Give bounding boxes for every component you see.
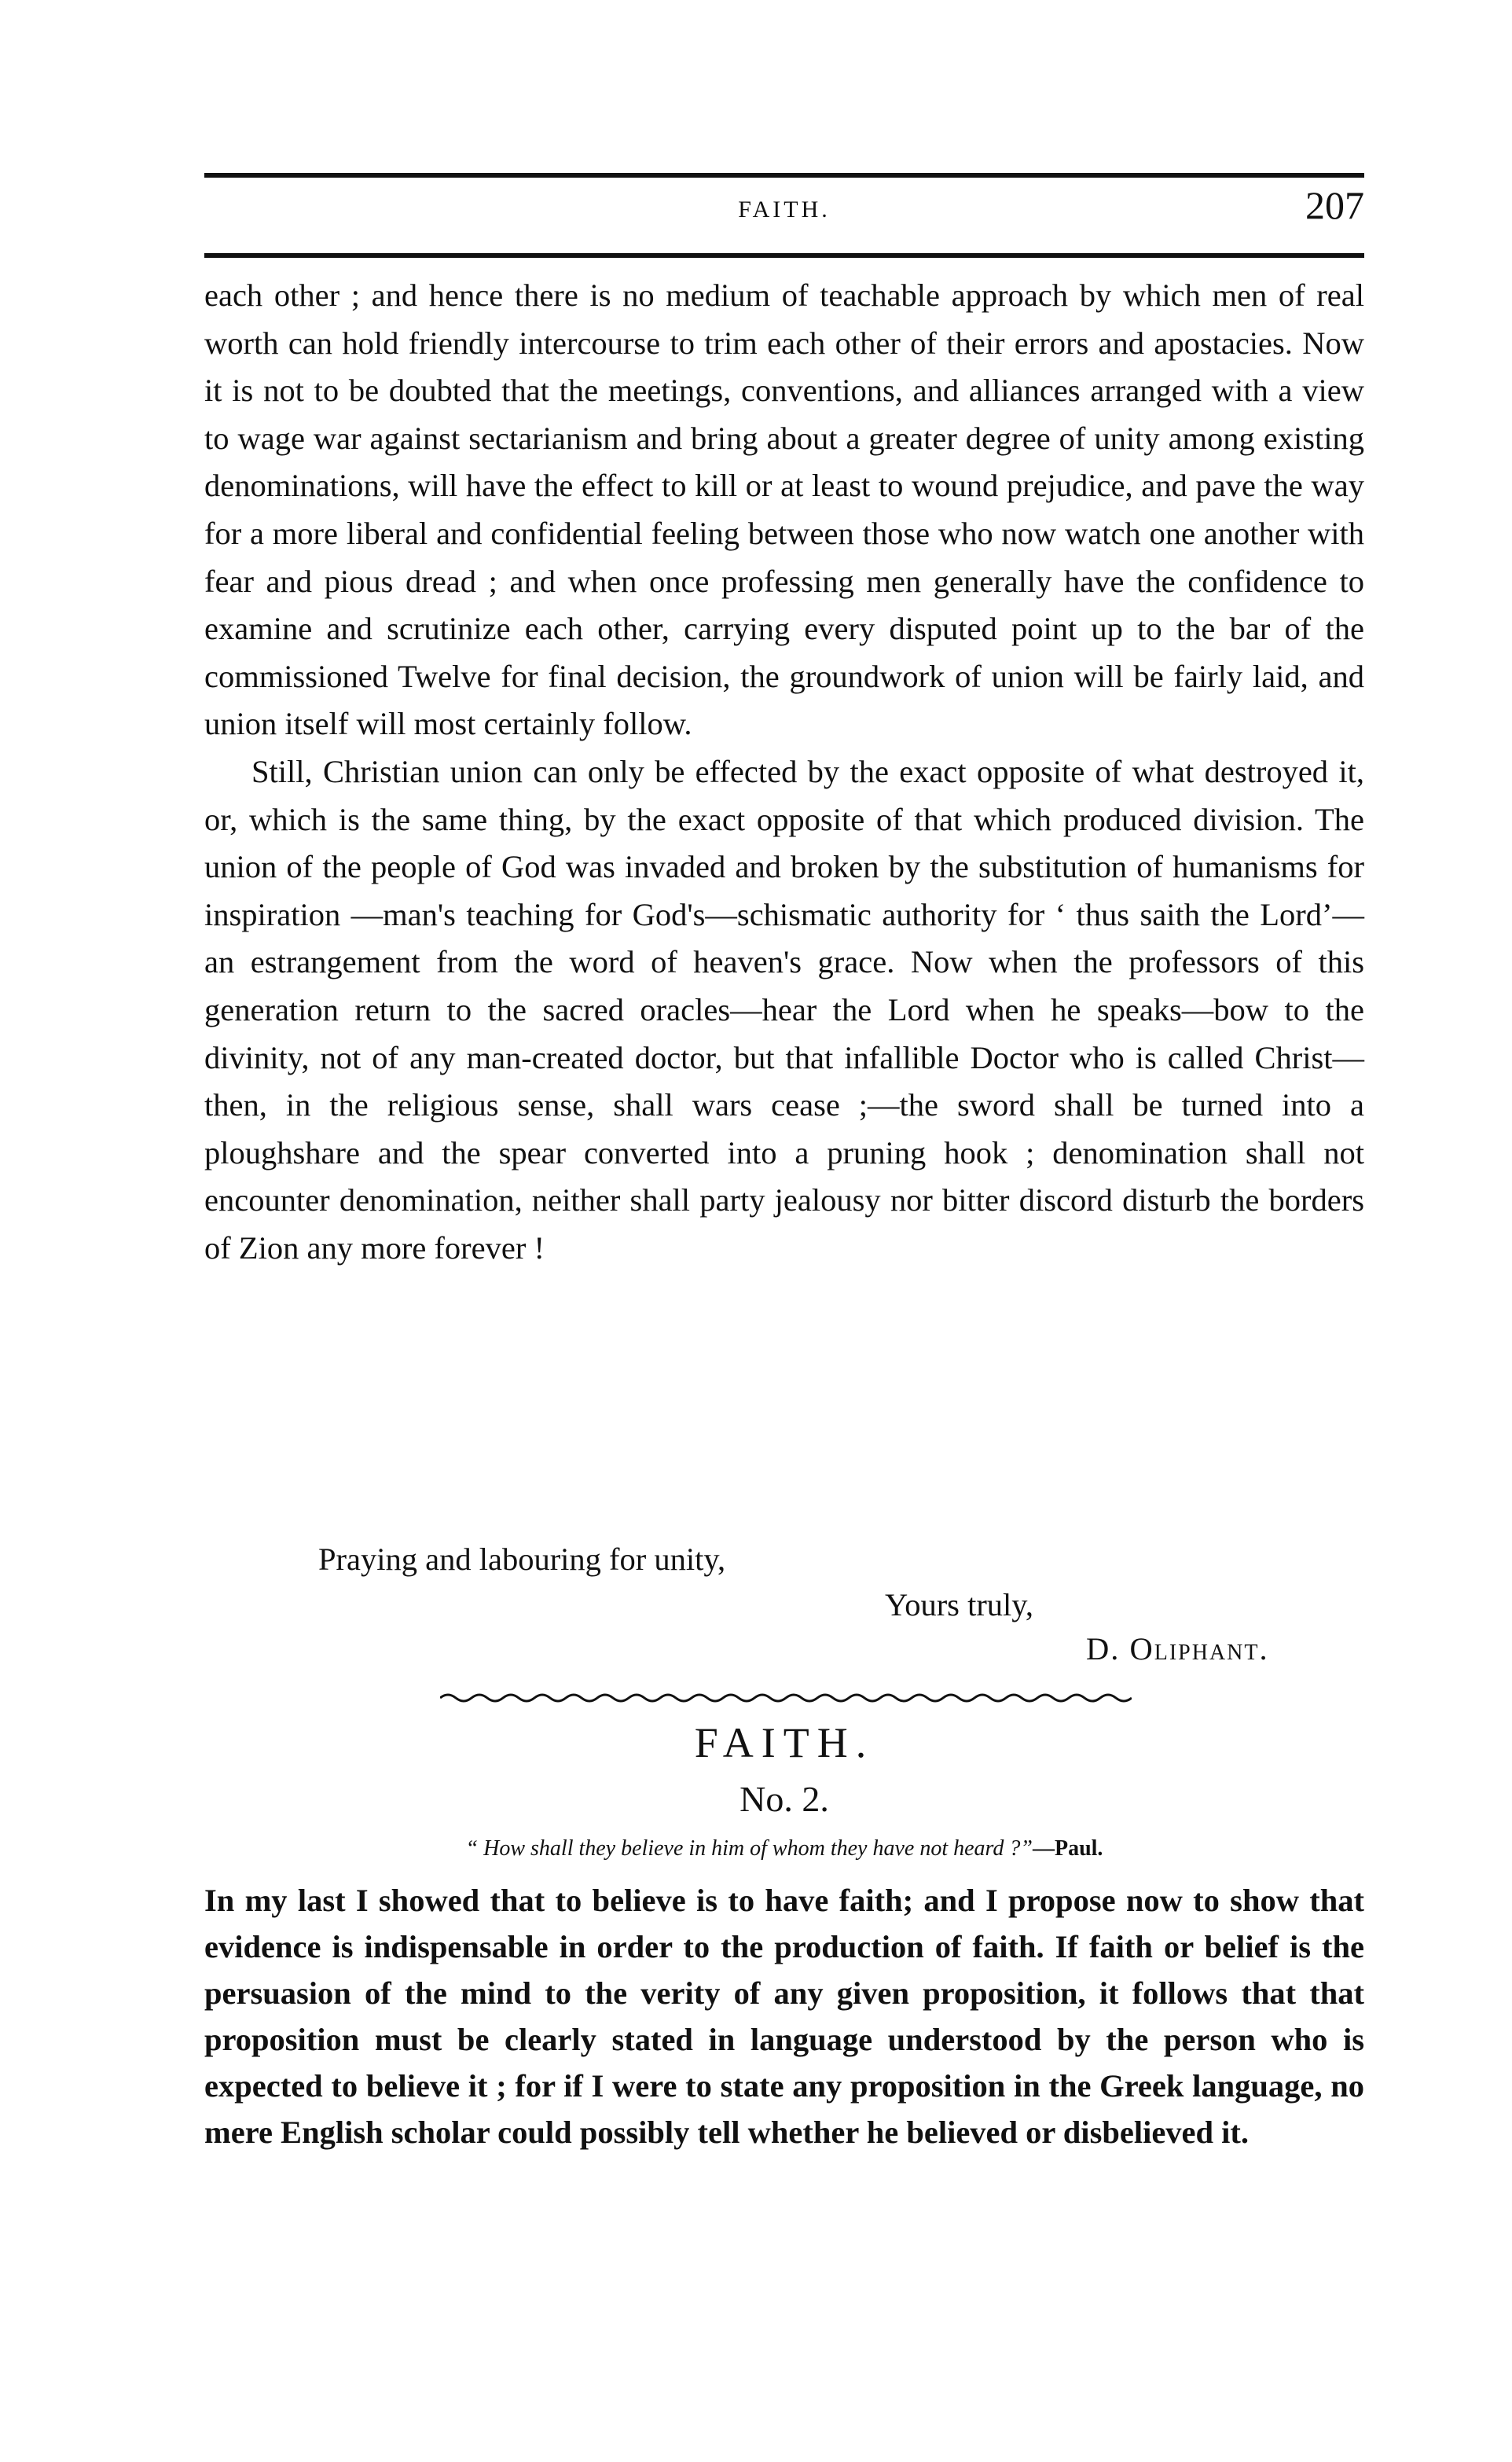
running-title: FAITH. [738,197,831,222]
epigraph-source: —Paul. [1032,1836,1103,1861]
article-body [204,1877,1364,2155]
article-paragraph: In my last I showed that to believe is to have faith; and I propose now to show that evidence is indispensable in order to the production of faith. If faith or belief is the persuasion of the mind to the verity of any given proposition, it follows that that proposition must be clearly stated in language understood by the person who is expected to believe it ; for if I were to state any proposition in the Greek language, no mere English scholar could possibly tell whether he believed or disbelieved it. [204,1883,1364,2150]
letter-paragraph-1: each other ; and hence there is no medium of teachable approach by which men of real worth can hold friendly intercourse to trim each other of their errors and apostacies. Now it is not to be doubted that the meetings, conventions, and alliances arranged with a view to wage war against sectarianism and bring about a greater degree of unity among existing denominations, will have the effect to kill or at least to wound prejudice, and pave the way for a more liberal and confidential feeling between those who now watch one another with fear and pious dread ; and when once professing men generally have the confidence to examine and scrutinize each other, carrying every disputed point up to the bar of the commissioned Twelve for final decision, the groundwork of union will be fairly laid, and union itself will most certainly follow. [204,277,1364,742]
epigraph-quote: “ How shall they believe in him of whom they have not heard ?” [465,1836,1033,1861]
top-rule [204,173,1364,178]
signature: D. Oliphant. [1086,1631,1269,1666]
letter-closing [204,1541,1364,1682]
running-head [204,183,1364,248]
book-page [204,0,1364,2462]
section-divider-ornament [440,1690,1132,1706]
wavy-rule-icon [440,1690,1132,1706]
article-title: FAITH. [694,1719,875,1766]
letter-paragraph-2: Still, Christian union can only be effected by the exact opposite of what destroyed it, or, which is the same thing, by the exact opposite of that which produced division. The union of the people of God was invaded and broken by the substitution of humanisms for inspiration —man's teaching for God's—schismatic authority for ‘ thus saith the Lord’—an estrangement from the word of heaven's grace. Now when the professors of this generation return to the sacred oracles—hear the Lord when he speaks—bow to the divinity, not of any man-created doctor, but that infallible Doctor who is called Christ—then, in the religious sense, shall wars cease ;—the sword shall be turned into a ploughshare and the spear converted into a pruning hook ; denomination shall not encounter denomination, neither shall party jealousy nor bitter discord disturb the borders of Zion any more forever ! [204,753,1364,1266]
article-number: No. 2. [739,1779,829,1819]
page-number: 207 [1305,183,1364,227]
salutation: Yours truly, [885,1587,1034,1622]
header-rule [204,253,1364,258]
epigraph [204,1836,1364,1861]
letter-body [204,272,1364,1272]
closing-line: Praying and labouring for unity, [318,1542,726,1577]
